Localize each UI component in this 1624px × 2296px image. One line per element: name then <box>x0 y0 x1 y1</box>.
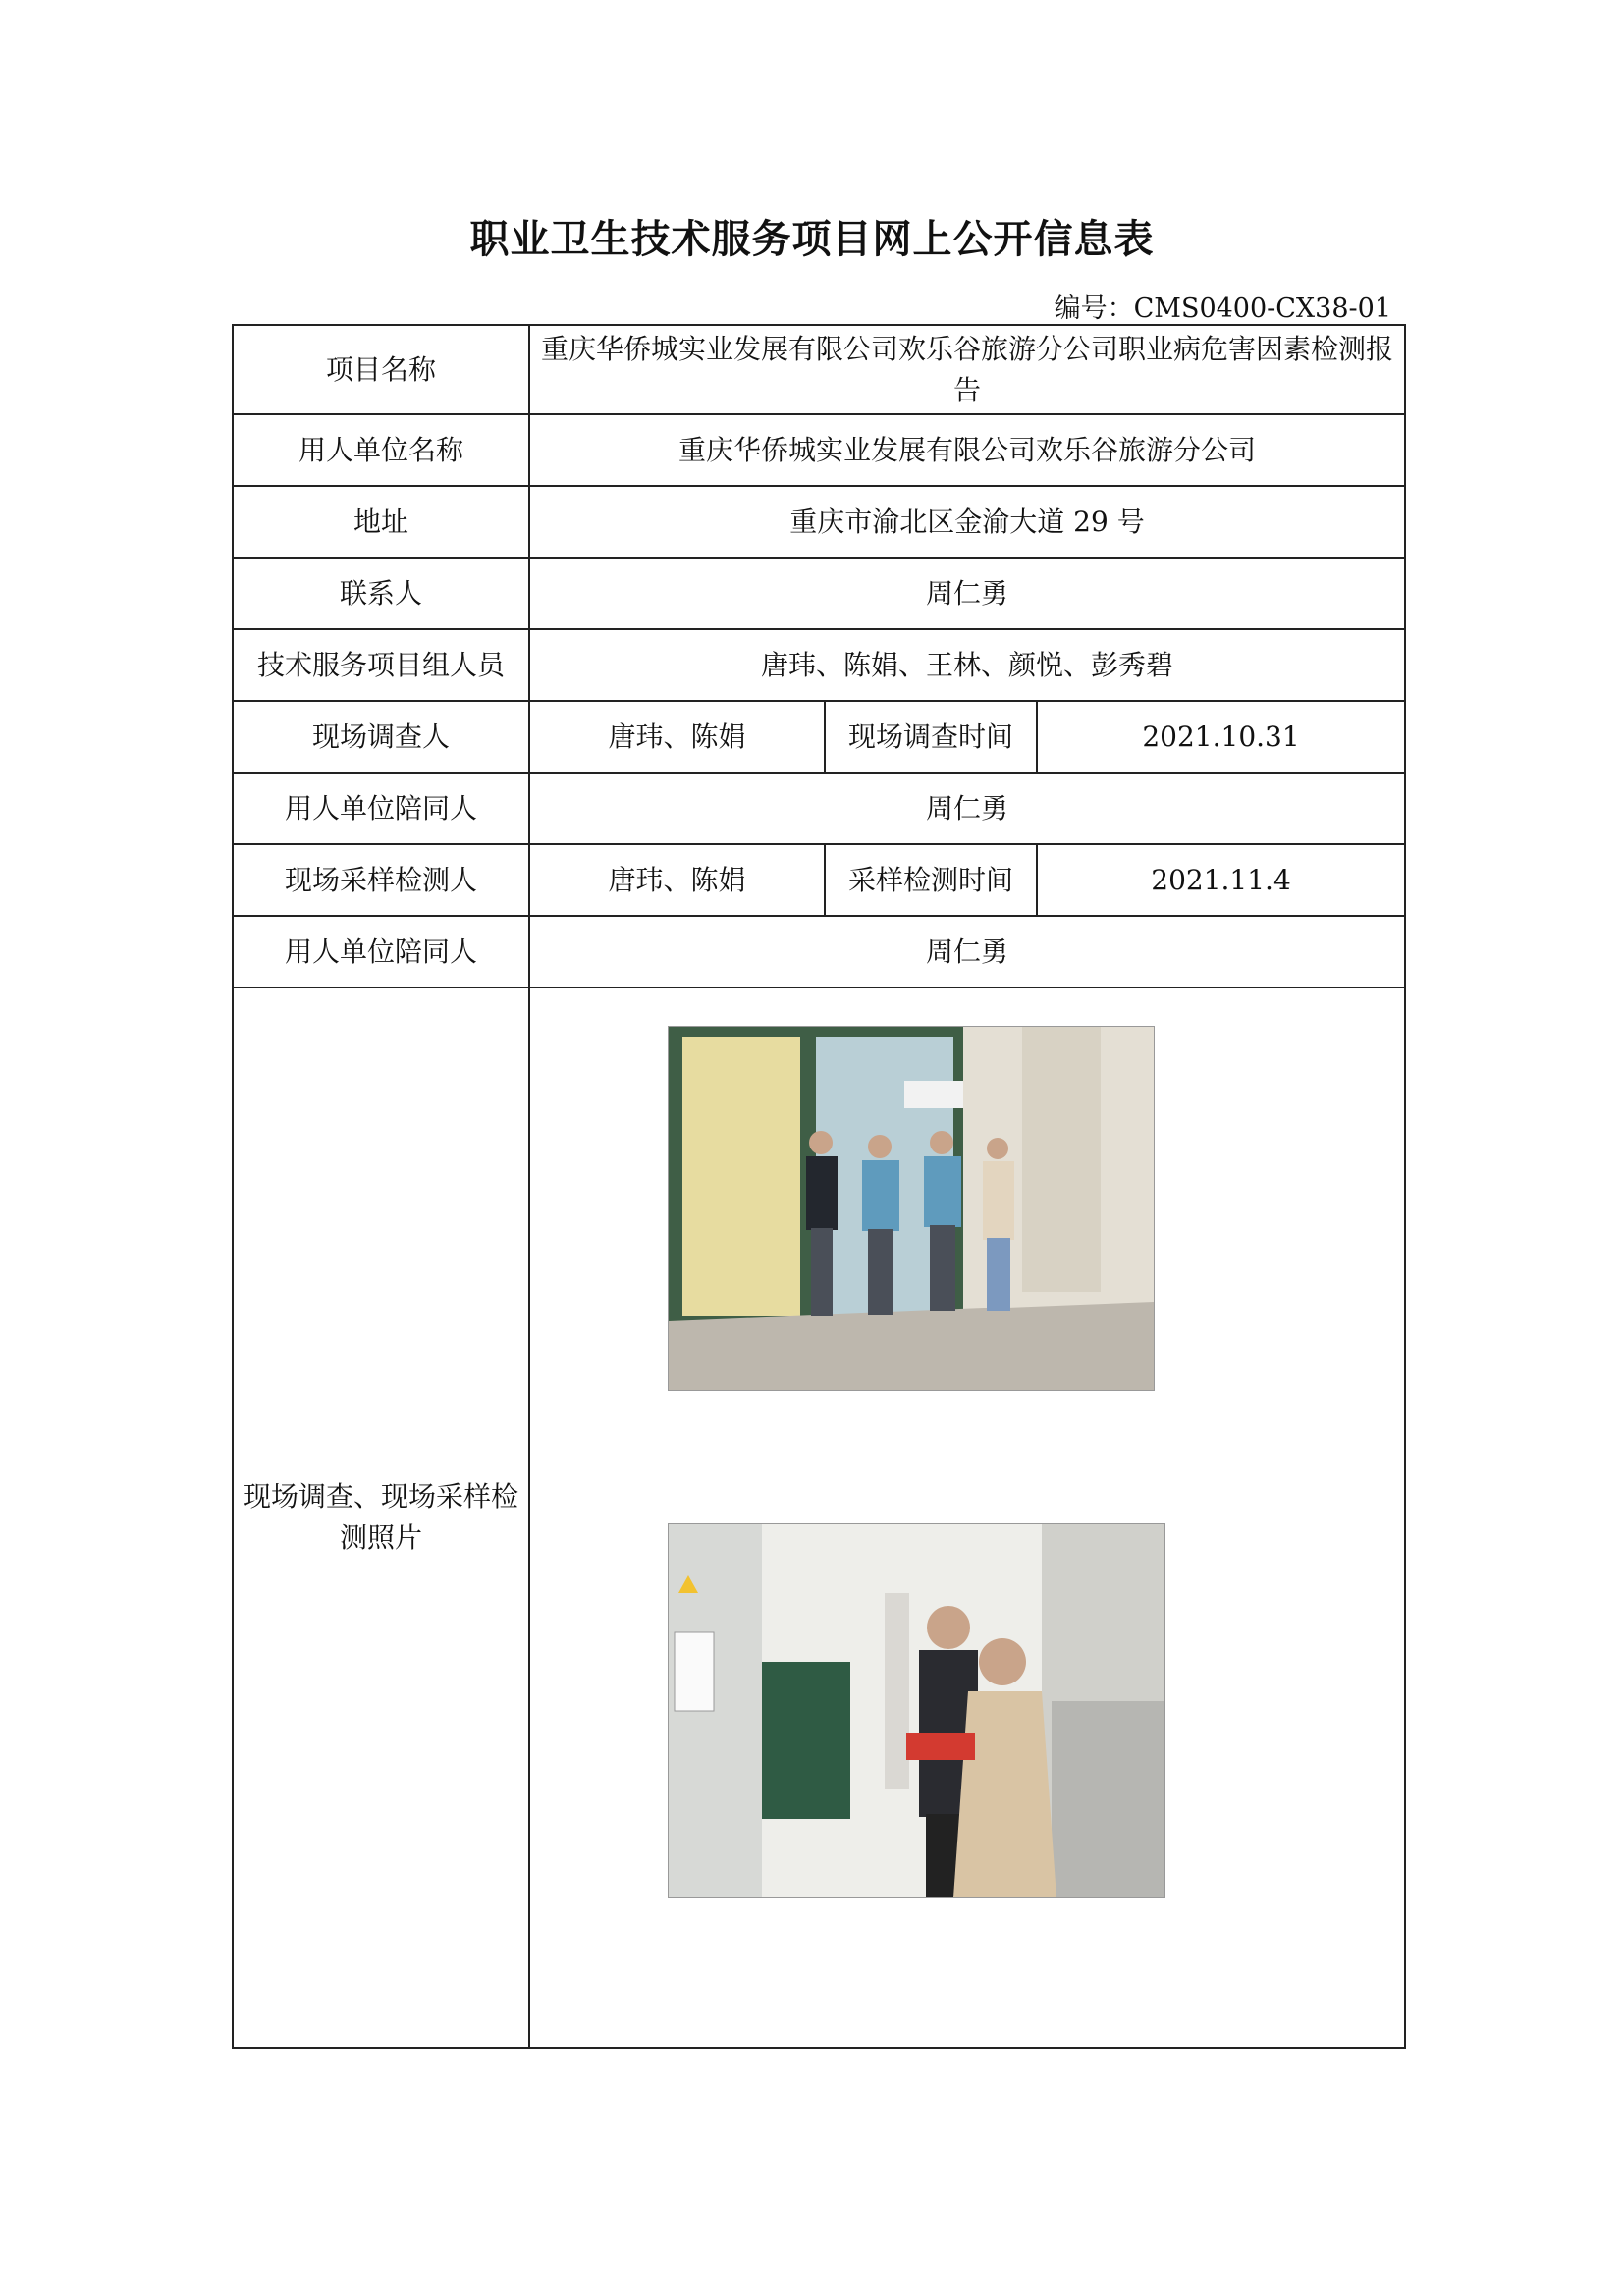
info-table <box>232 324 1406 2049</box>
table-row <box>233 844 1405 916</box>
team-value: 唐玮、陈娟、王林、颜悦、彭秀碧 <box>529 629 1405 701</box>
site-survey-photo <box>668 1026 1155 1391</box>
sampling-escort-value: 周仁勇 <box>529 916 1405 988</box>
address-value: 重庆市渝北区金渝大道 29 号 <box>529 486 1405 558</box>
sampling-time-value: 2021.11.4 <box>1037 844 1405 916</box>
table-row <box>233 701 1405 773</box>
photos-label-text: 现场调查、现场采样检测照片 <box>244 1480 519 1554</box>
team-label: 技术服务项目组人员 <box>233 629 529 701</box>
sampling-person-label: 现场采样检测人 <box>233 844 529 916</box>
employer-value: 重庆华侨城实业发展有限公司欢乐谷旅游分公司 <box>529 414 1405 486</box>
project-name-label: 项目名称 <box>233 325 529 414</box>
sampling-time-label: 采样检测时间 <box>825 844 1037 916</box>
table-row <box>233 414 1405 486</box>
sampling-escort-label: 用人单位陪同人 <box>233 916 529 988</box>
contact-value: 周仁勇 <box>529 558 1405 629</box>
page-title: 职业卫生技术服务项目网上公开信息表 <box>469 217 1155 262</box>
photos-label <box>233 988 529 2048</box>
table-row <box>233 629 1405 701</box>
table-row <box>233 558 1405 629</box>
table-row <box>233 486 1405 558</box>
survey-time-label: 现场调查时间 <box>825 701 1037 773</box>
address-label: 地址 <box>233 486 529 558</box>
sampling-person-value: 唐玮、陈娟 <box>529 844 825 916</box>
project-name-value: 重庆华侨城实业发展有限公司欢乐谷旅游分公司职业病危害因素检测报告 <box>529 325 1405 414</box>
survey-escort-value: 周仁勇 <box>529 773 1405 844</box>
employer-label: 用人单位名称 <box>233 414 529 486</box>
survey-person-label: 现场调查人 <box>233 701 529 773</box>
survey-escort-label: 用人单位陪同人 <box>233 773 529 844</box>
survey-time-value: 2021.10.31 <box>1037 701 1405 773</box>
sampling-test-photo <box>668 1523 1165 1898</box>
document-number: 编号：CMS0400-CX38-01 <box>1054 294 1391 324</box>
survey-person-value: 唐玮、陈娟 <box>529 701 825 773</box>
contact-label: 联系人 <box>233 558 529 629</box>
table-row <box>233 916 1405 988</box>
table-row <box>233 988 1405 2048</box>
photos-cell <box>529 988 1405 2048</box>
table-row <box>233 773 1405 844</box>
table-row <box>233 325 1405 414</box>
